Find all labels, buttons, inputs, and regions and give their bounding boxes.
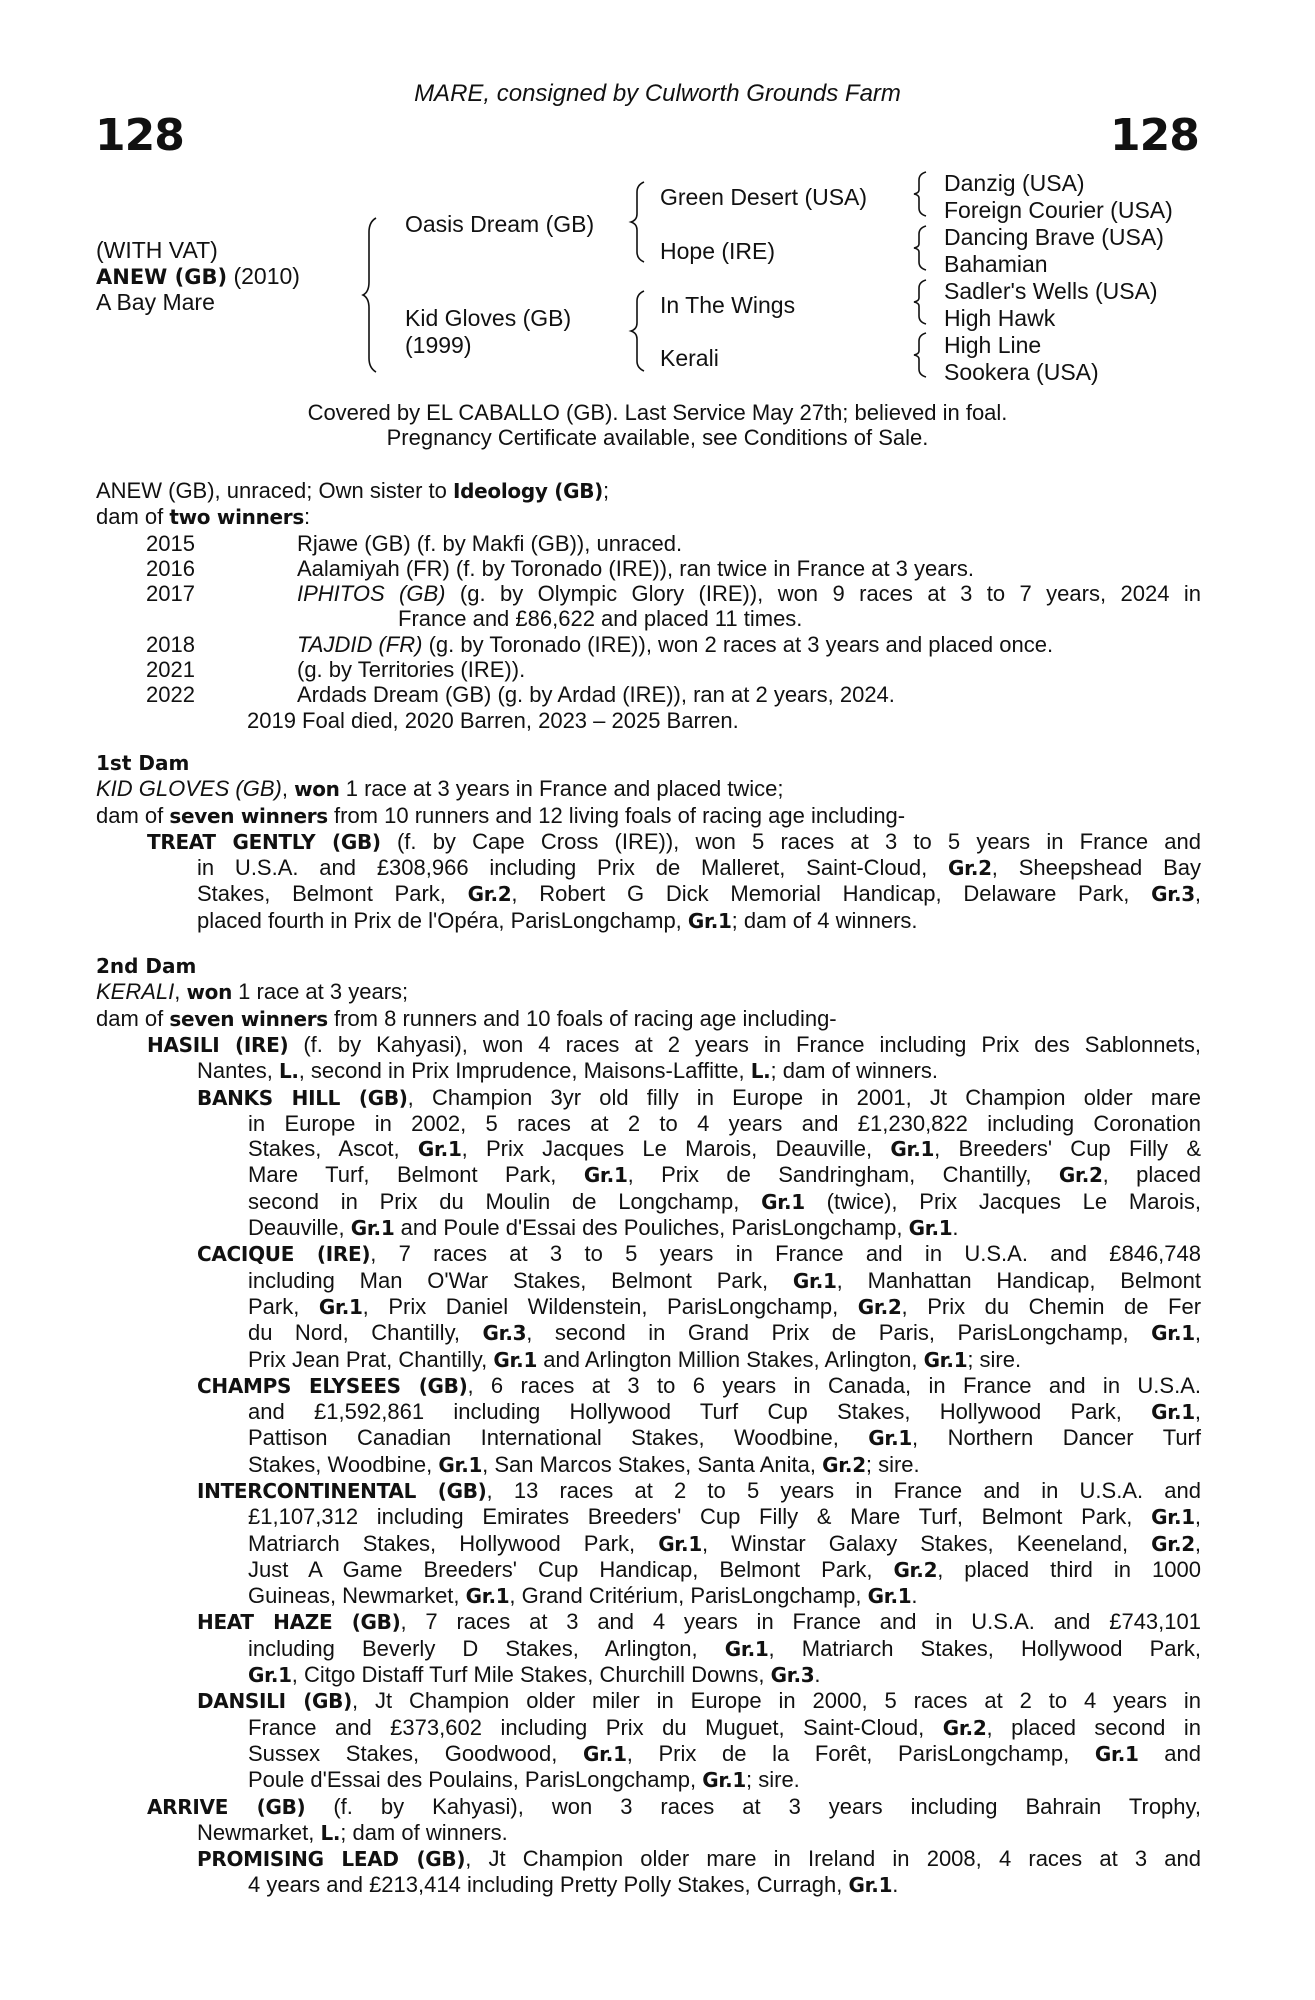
produce-year: 2021 (146, 657, 195, 683)
covering-line-1: Covered by EL CABALLO (GB). Last Service May 27th; believed in foal. (307, 400, 1008, 425)
pedigree-brace-sire (634, 182, 646, 262)
text: Stakes, Belmont Park, (197, 881, 468, 907)
second-dam-heading: 2nd Dam (96, 954, 197, 979)
race-grade: Gr.1 (923, 1347, 968, 1372)
produce-note: 2019 Foal died, 2020 Barren, 2023 – 2025 Barren. (247, 707, 739, 733)
race-grade: Gr.1 (702, 1768, 746, 1793)
text: and (1138, 1740, 1201, 1766)
race-grade: Gr.1 (493, 1347, 538, 1372)
record-text: 1 race at 3 years in France and placed twice; (339, 776, 784, 802)
pedigree-dam-sire: In The Wings (660, 292, 796, 318)
entry-first-line (96, 1794, 1201, 1820)
pedigree-g3-5: Sadler's Wells (USA) (944, 278, 1158, 304)
entry-continuation-line (96, 1189, 1201, 1215)
intro-text: dam of (96, 504, 170, 530)
text: . (892, 1872, 899, 1898)
catalogue-body (96, 478, 1201, 1899)
pedigree-g3-7: High Line (944, 332, 1042, 358)
race-grade: Gr.1 (438, 1452, 483, 1477)
first-dam-progeny (96, 829, 1201, 934)
text: , Prix Daniel Wildenstein, ParisLongchamp, (362, 1293, 858, 1319)
text: Nantes, (197, 1058, 279, 1084)
horse-name: ANEW (GB) (96, 265, 228, 289)
text: , placed second in (986, 1714, 1202, 1740)
race-grade: Gr.1 (350, 1216, 395, 1241)
pedigree-dam: Kid Gloves (GB) (405, 305, 572, 331)
entry-first-line (96, 1609, 1201, 1635)
covering-note (0, 400, 1315, 450)
record-text: 1 race at 3 years; (232, 979, 409, 1005)
grand-progeny-entry (96, 1373, 1201, 1478)
horse-name: PROMISING LEAD (GB) (197, 1847, 466, 1872)
progeny-entry (96, 829, 1201, 934)
text: (f. by Cape Cross (IRE)), won 5 races at 3 to 5 years in France and (380, 828, 1201, 854)
winners-count: seven winners (169, 803, 328, 828)
race-grade: Gr.1 (1151, 1400, 1195, 1425)
entry-continuation-line (96, 1531, 1201, 1557)
race-grade: Gr.2 (1151, 1531, 1195, 1556)
second-dam-name: KERALI (96, 979, 175, 1005)
entry-continuation-line (96, 1820, 1201, 1846)
first-dam-name: KID GLOVES (GB) (96, 776, 282, 802)
horse-name: INTERCONTINENTAL (GB) (197, 1478, 487, 1503)
entry-continuation-line (96, 1294, 1201, 1320)
produce-text (297, 556, 1201, 581)
produce-row (96, 581, 1201, 632)
lot-number-right: 128 (1110, 110, 1199, 161)
entry-continuation-line (96, 1058, 1201, 1084)
race-grade: Gr.1 (1094, 1741, 1139, 1766)
race-grade: Gr.1 (1151, 1505, 1195, 1530)
race-grade: Gr.1 (868, 1426, 913, 1451)
text: (g. by Toronado (IRE)), won 2 races at 3 years and placed once. (422, 631, 1054, 657)
entry-continuation-line (96, 1136, 1201, 1162)
text: Pattison Canadian International Stakes, Woodbine, (248, 1425, 869, 1451)
first-dam-heading: 1st Dam (96, 750, 190, 775)
text: , San Marcos Stakes, Santa Anita, (482, 1451, 823, 1477)
text: Guineas, Newmarket, (248, 1583, 466, 1609)
produce-row (96, 556, 1201, 581)
race-grade: Gr.1 (318, 1294, 363, 1319)
text: and Arlington Million Stakes, Arlington, (537, 1346, 924, 1372)
pedigree-dam-year: (1999) (405, 332, 472, 358)
winners-count: two winners (169, 505, 304, 530)
race-grade: Gr.2 (822, 1452, 866, 1477)
won-label: won (294, 777, 340, 802)
text: . (911, 1583, 918, 1609)
text: Newmarket, (197, 1819, 321, 1845)
text: , Citgo Distaff Turf Mile Stakes, Churchill Downs, (291, 1662, 771, 1688)
race-grade: Gr.1 (583, 1163, 628, 1188)
text: , Breeders' Cup Filly & (934, 1136, 1201, 1162)
text: Park, (248, 1293, 319, 1319)
text: ; dam of 4 winners. (731, 907, 918, 933)
horse-title (96, 263, 300, 290)
produce-text (297, 682, 1201, 707)
covering-line-2: Pregnancy Certificate available, see Conditions of Sale. (386, 425, 929, 450)
race-grade: L. (278, 1059, 299, 1084)
produce-row (96, 657, 1201, 682)
text: du Nord, Chantilly, (248, 1320, 483, 1346)
entry-continuation-line (96, 1504, 1201, 1530)
text: , Prix Jacques Le Marois, Deauville, (461, 1136, 891, 1162)
horse-name: HEAT HAZE (GB) (197, 1610, 401, 1635)
text: , Champion 3yr old filly in Europe in 2001, Jt Champion older mare (407, 1084, 1202, 1110)
text: , Prix du Chemin de Fer (901, 1293, 1202, 1319)
entry-continuation-line (96, 1347, 1201, 1373)
text: £1,107,312 including Emirates Breeders' Cup Filly & Mare Turf, Belmont Park, (248, 1504, 1152, 1530)
text: (f. by Kahyasi), won 4 races at 2 years in France including Prix des Sablonnets, (288, 1031, 1201, 1057)
entry-continuation-line (96, 1452, 1201, 1478)
entry-continuation-line (96, 1583, 1201, 1609)
text: , 13 races at 2 to 5 years in France and in U.S.A. and (486, 1477, 1201, 1503)
horse-description: A Bay Mare (96, 289, 215, 315)
entry-continuation-line (96, 881, 1201, 907)
race-grade: Gr.1 (687, 908, 732, 933)
consignment-header: MARE, consigned by Culworth Grounds Farm (414, 80, 901, 107)
pedigree-g3-2: Foreign Courier (USA) (944, 197, 1173, 223)
text: , Northern Dancer Turf (912, 1425, 1201, 1451)
text: ; dam of winners. (770, 1058, 938, 1084)
race-grade: Gr.1 (848, 1873, 893, 1898)
text: , (1194, 1530, 1202, 1556)
entry-first-line (96, 1688, 1201, 1714)
race-grade: Gr.1 (792, 1268, 837, 1293)
text: France and £373,602 including Prix du Muguet, Saint-Cloud, (248, 1714, 943, 1740)
race-grade: Gr.3 (1151, 882, 1195, 907)
entry-continuation-line (96, 855, 1201, 881)
horse-year: (2010) (233, 263, 300, 289)
text: in U.S.A. and £308,966 including Prix de Malleret, Saint-Cloud, (197, 855, 949, 881)
second-dam-produce-summary (96, 1006, 1201, 1032)
text: . (814, 1662, 821, 1688)
produce-row (96, 632, 1201, 657)
entry-continuation-line (96, 1425, 1201, 1451)
winner-name: TAJDID (FR) (297, 631, 423, 657)
text: Stakes, Woodbine, (248, 1451, 439, 1477)
horse-name: CHAMPS ELYSEES (GB) (197, 1373, 468, 1398)
text: Deauville, (248, 1215, 351, 1241)
entry-continuation-line (96, 1662, 1201, 1688)
text: 4 years and £213,414 including Pretty Polly Stakes, Curragh, (248, 1872, 849, 1898)
entry-first-line (96, 1373, 1201, 1399)
text: , placed third in 1000 (937, 1556, 1201, 1582)
entry-first-line (96, 1846, 1201, 1872)
text: including Beverly D Stakes, Arlington, (248, 1635, 725, 1661)
entry-continuation-line (96, 1215, 1201, 1241)
entry-continuation-line (96, 1741, 1201, 1767)
text: , Grand Critérium, ParisLongchamp, (509, 1583, 868, 1609)
text: (g. by Olympic Glory (IRE)), won 9 races at 3 to 7 years, 2024 in (445, 581, 1201, 607)
intro-line-1 (96, 478, 1201, 504)
text: , Prix de Sandringham, Chantilly, (627, 1162, 1059, 1188)
entry-continuation-line (96, 1162, 1201, 1188)
entry-continuation-line (96, 1872, 1201, 1898)
produce-text (297, 531, 1201, 556)
entry-continuation-line (96, 1111, 1201, 1136)
race-grade: L. (750, 1059, 771, 1084)
text: (g. by Territories (IRE)). (297, 657, 526, 683)
entry-first-line (96, 1241, 1201, 1267)
horse-name: CACIQUE (IRE) (197, 1242, 371, 1267)
pedigree-brace-g3-1 (916, 172, 928, 216)
pedigree-g3-8: Sookera (USA) (944, 359, 1099, 385)
produce-year: 2016 (146, 555, 195, 581)
pedigree-g3-3: Dancing Brave (USA) (944, 224, 1164, 250)
text: , 7 races at 3 to 5 years in France and in U.S.A. and £846,748 (370, 1241, 1201, 1267)
entry-continuation-line (96, 1320, 1201, 1346)
race-grade: Gr.1 (248, 1663, 292, 1688)
first-dam-produce-summary (96, 803, 1201, 829)
won-label: won (186, 980, 233, 1005)
entry-continuation-line (96, 1767, 1201, 1793)
text: dam of (96, 802, 170, 828)
produce-list (96, 531, 1201, 708)
grand-progeny-entry (96, 1688, 1201, 1793)
grand-progeny-entry (96, 1478, 1201, 1609)
text: , (1194, 1504, 1201, 1530)
second-dam-progeny (96, 1032, 1201, 1899)
race-grade: Gr.1 (761, 1189, 805, 1214)
pedigree-brace-dam (634, 291, 646, 371)
text: , (1194, 881, 1201, 907)
text: ; sire. (865, 1451, 920, 1477)
first-dam-record: KID GLOVES (GB), won 1 race at 3 years in France and placed twice; (96, 776, 784, 802)
text: Sussex Stakes, Goodwood, (248, 1740, 583, 1766)
race-grade: Gr.1 (658, 1531, 702, 1556)
race-grade: L. (320, 1820, 341, 1845)
text: Poule d'Essai des Poulains, ParisLongchamp, (248, 1767, 703, 1793)
horse-name: HASILI (IRE) (147, 1032, 289, 1057)
grand-progeny-entry (96, 1085, 1201, 1242)
race-grade: Gr.1 (890, 1137, 935, 1162)
race-grade: Gr.1 (1151, 1321, 1195, 1346)
progeny-entry (96, 1032, 1201, 1085)
intro-line-2 (96, 504, 1201, 530)
text: , Jt Champion older miler in Europe in 2000, 5 races at 2 to 4 years in (351, 1688, 1202, 1714)
pedigree-brace-g3-4 (916, 333, 928, 377)
produce-row (96, 682, 1201, 707)
vat-note: (WITH VAT) (96, 237, 218, 263)
race-grade: Gr.1 (582, 1741, 627, 1766)
winners-count: seven winners (169, 1006, 328, 1031)
text: ; sire. (746, 1767, 800, 1793)
horse-name: TREAT GENTLY (GB) (147, 829, 381, 854)
pedigree-g3-6: High Hawk (944, 305, 1056, 331)
text: Matriarch Stakes, Hollywood Park, (248, 1530, 659, 1556)
text: , Manhattan Handicap, Belmont (836, 1267, 1201, 1293)
produce-year: 2017 (146, 581, 195, 607)
race-grade: Gr.2 (942, 1715, 987, 1740)
entry-continuation-line (96, 1268, 1201, 1294)
race-grade: Gr.2 (1058, 1163, 1103, 1188)
text: , second in Grand Prix de Paris, ParisLongchamp, (526, 1320, 1152, 1346)
text: , Jt Champion older mare in Ireland in 2008, 4 races at 3 and (465, 1846, 1201, 1872)
text: from 10 runners and 12 living foals of racing age including- (327, 802, 906, 828)
entry-first-line (96, 1032, 1201, 1058)
text: Just A Game Breeders' Cup Handicap, Belmont Park, (248, 1556, 894, 1582)
punct: ; (603, 478, 610, 503)
pedigree-brace-main (366, 218, 378, 372)
text: and £1,592,861 including Hollywood Turf Cup Stakes, Hollywood Park, (248, 1399, 1152, 1425)
text: , placed (1102, 1162, 1201, 1188)
text: , Prix de la Forêt, ParisLongchamp, (626, 1740, 1095, 1766)
sibling-name: Ideology (GB) (452, 479, 604, 503)
text: in Europe in 2002, 5 races at 2 to 4 years and £1,230,822 including Coronation (248, 1110, 1201, 1136)
text: , second in Prix Imprudence, Maisons-Laffitte, (298, 1058, 751, 1084)
produce-text (297, 632, 1201, 657)
pedigree-sire: Oasis Dream (GB) (405, 211, 595, 237)
text: ; sire. (967, 1346, 1022, 1372)
progeny-entry (96, 1794, 1201, 1847)
second-dam-record: KERALI, won 1 race at 3 years; (96, 979, 409, 1005)
text: ; dam of winners. (340, 1819, 508, 1845)
text: from 8 runners and 10 foals of racing age including- (327, 1005, 837, 1031)
pedigree-brace-g3-2 (916, 226, 928, 270)
entry-continuation-line (96, 1557, 1201, 1583)
race-grade: Gr.2 (893, 1557, 938, 1582)
grand-progeny-entry (96, 1609, 1201, 1688)
race-grade: Gr.2 (948, 856, 992, 881)
text: Stakes, Ascot, (248, 1136, 418, 1162)
pedigree-g3-1: Danzig (USA) (944, 170, 1085, 196)
entry-continuation-line (96, 1636, 1201, 1662)
pedigree-dam-dam: Kerali (660, 345, 719, 371)
text: , 7 races at 3 and 4 years in France and in U.S.A. and £743,101 (400, 1609, 1201, 1635)
race-grade: Gr.2 (857, 1294, 902, 1319)
text: , Robert G Dick Memorial Handicap, Delaware Park, (511, 881, 1152, 907)
produce-year: 2022 (146, 682, 195, 708)
horse-name: DANSILI (GB) (197, 1689, 352, 1714)
text: Rjawe (GB) (f. by Makfi (GB)), unraced. (297, 530, 683, 556)
horse-name: ARRIVE (GB) (147, 1794, 306, 1819)
winner-name: IPHITOS (GB) (297, 581, 446, 607)
race-grade: Gr.1 (417, 1137, 462, 1162)
text: second in Prix du Moulin de Longchamp, (248, 1188, 762, 1214)
race-grade: Gr.3 (770, 1663, 815, 1688)
grand-progeny-entry (96, 1241, 1201, 1372)
race-grade: Gr.3 (482, 1321, 527, 1346)
text: , Matriarch Stakes, Hollywood Park, (768, 1635, 1201, 1661)
text: (twice), Prix Jacques Le Marois, (804, 1188, 1201, 1214)
entry-first-line (96, 1478, 1201, 1504)
horse-name: BANKS HILL (GB) (197, 1085, 408, 1110)
text: and Poule d'Essai des Pouliches, ParisLongchamp, (394, 1215, 909, 1241)
intro-text: ANEW (GB), unraced; Own sister to (96, 478, 453, 503)
text: , 6 races at 3 to 6 years in Canada, in France and in U.S.A. (467, 1372, 1201, 1398)
produce-row (96, 531, 1201, 556)
text: dam of (96, 1005, 170, 1031)
text: , Winstar Galaxy Stakes, Keeneland, (701, 1530, 1152, 1556)
text: , Sheepshead Bay (991, 855, 1201, 881)
produce-text (297, 581, 1201, 606)
race-grade: Gr.2 (467, 882, 512, 907)
pedigree-sire-sire: Green Desert (USA) (660, 184, 868, 210)
text: placed fourth in Prix de l'Opéra, ParisLongchamp, (197, 907, 688, 933)
text: including Man O'War Stakes, Belmont Park, (248, 1267, 793, 1293)
text: Mare Turf, Belmont Park, (248, 1162, 584, 1188)
text: (f. by Kahyasi), won 3 races at 3 years including Bahrain Trophy, (305, 1793, 1202, 1819)
punct: : (303, 504, 311, 530)
text: , (1194, 1399, 1201, 1425)
produce-text (297, 657, 1201, 682)
entry-first-line (96, 829, 1201, 855)
grand-progeny-entry (96, 1846, 1201, 1899)
text: Ardads Dream (GB) (g. by Ardad (IRE)), ran at 2 years, 2024. (297, 682, 895, 708)
text: , (1194, 1320, 1201, 1346)
produce-continuation: France and £86,622 and placed 11 times. (398, 606, 803, 632)
race-grade: Gr.1 (724, 1636, 769, 1661)
pedigree-brace-g3-3 (916, 280, 928, 324)
text: Aalamiyah (FR) (f. by Toronado (IRE)), ran twice in France at 3 years. (297, 555, 974, 581)
entry-continuation-line (96, 1715, 1201, 1741)
entry-first-line (96, 1085, 1201, 1111)
produce-year: 2015 (146, 530, 195, 556)
text: . (952, 1215, 959, 1241)
pedigree-g3-4: Bahamian (944, 251, 1048, 277)
entry-continuation-line (96, 1399, 1201, 1425)
pedigree-sire-dam: Hope (IRE) (660, 238, 776, 264)
race-grade: Gr.1 (465, 1584, 510, 1609)
produce-year: 2018 (146, 631, 195, 657)
race-grade: Gr.1 (908, 1216, 953, 1241)
race-grade: Gr.1 (867, 1584, 912, 1609)
entry-continuation-line (96, 908, 1201, 934)
lot-number-left: 128 (95, 110, 184, 161)
text: Prix Jean Prat, Chantilly, (248, 1346, 494, 1372)
